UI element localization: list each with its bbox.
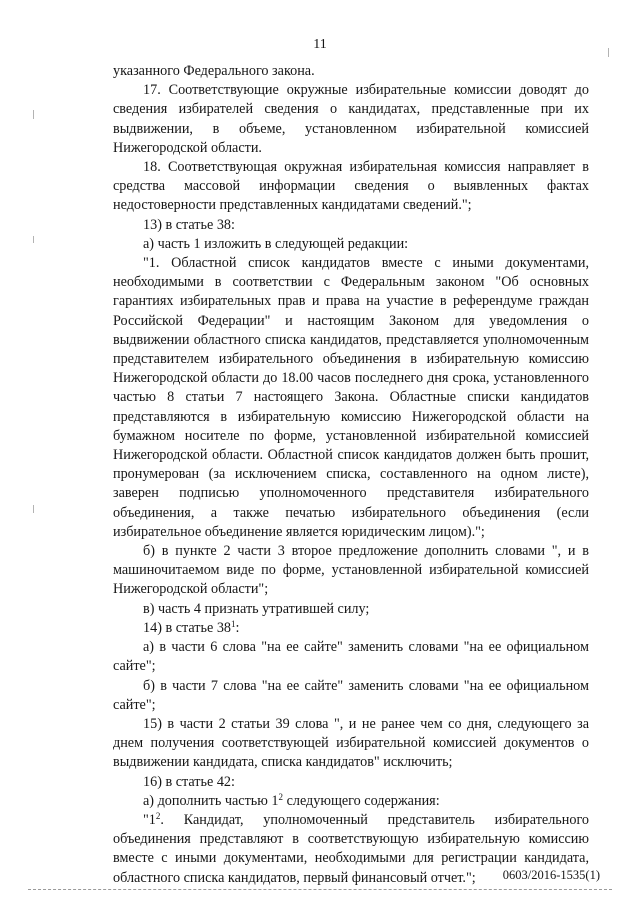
paragraph: [113, 81, 589, 158]
paragraph-text: 15) в части 2 статьи 39 слова ", и не ранее чем со дня, следующего за днем получения соответствующей избирательной комиссией документов о выдвижении кандидата, списка кандидатов" исключить;: [113, 715, 589, 771]
paragraph-text-continued: . Кандидат, уполномоченный представитель избирательного объединения представляют в соответствующую избирательную комиссию вместе с иными документами, необходимыми для регистрации кандидата, областного списка кандидатов, первый финансовый отчет.";: [113, 811, 589, 886]
paragraph: [113, 600, 589, 619]
paragraph: [113, 638, 589, 676]
paragraph: [113, 677, 589, 715]
superscript-index: 2: [278, 791, 284, 802]
paragraph: [113, 715, 589, 773]
paragraph-text: 14) в статье 38: [143, 619, 232, 636]
paragraph: [113, 792, 589, 811]
document-code: 0603/2016-1535(1): [502, 868, 600, 882]
paragraph: [113, 254, 589, 542]
paragraph-text: а) дополнить частью 1: [143, 792, 279, 809]
paragraph-text: 16) в статье 42:: [143, 773, 235, 790]
paragraph-text: "1: [143, 811, 156, 828]
scan-edge-mark: [33, 236, 34, 243]
document-body: [113, 62, 589, 888]
paragraph-text: 13) в статье 38:: [143, 216, 235, 233]
paragraph: [113, 542, 589, 600]
paragraph: [113, 216, 589, 235]
superscript-index: 2: [155, 810, 161, 821]
superscript-index: 1: [231, 618, 236, 629]
paragraph-text: 18. Соответствующая окружная избирательная комиссия направляет в средства массовой информации сведения о выявленных фактах недостоверности представленных кандидатами сведений.";: [113, 159, 589, 214]
page-number: 11: [313, 37, 327, 52]
paragraph-text: 17. Соответствующие окружные избирательные комиссии доводят до сведения избирателей сведения о кандидатах, представленные при их выдвижении, в объеме, установленном избирательной комиссией Нижегородской области.: [113, 82, 589, 156]
scan-edge-mark: [608, 48, 609, 57]
paragraph-text-continued: :: [235, 619, 240, 636]
scan-bottom-rule: [28, 889, 612, 890]
scan-edge-mark: [33, 110, 34, 119]
paragraph-text: б) в части 7 слова "на ее сайте" заменить словами "на ее официальном сайте";: [113, 677, 589, 713]
paragraph: [113, 158, 589, 216]
scan-edge-mark: [33, 505, 34, 513]
paragraph-text: в) часть 4 признать утратившей силу;: [143, 600, 370, 617]
paragraph: [113, 619, 589, 638]
paragraph-text-continued: следующего содержания:: [283, 792, 440, 809]
paragraph-text: б) в пункте 2 части 3 второе предложение дополнить словами ", и в машиночитаемом виде по форме, установленной избирательной комиссией Нижегородской области";: [113, 543, 589, 598]
paragraph: [113, 62, 589, 81]
paragraph: [113, 773, 589, 792]
paragraph: [113, 235, 589, 254]
paragraph-text: указанного Федерального закона.: [113, 63, 315, 79]
paragraph-text: а) в части 6 слова "на ее сайте" заменить словами "на ее официальном сайте";: [113, 639, 589, 675]
paragraph-text: "1. Областной список кандидатов вместе с иными документами, необходимыми в соответствии с Федеральным законом "Об основных гарантиях избирательных прав и права на участие в референдуме граждан Российской Федерации" и настоящим Законом для уведомления о выдвижении областного списка кандидатов, представляется уполномоченным представителем избирательного объединения в избирательную комиссию Нижегородской области до 18.00 часов последнего дня срока, установленного частью 8 статьи 7 настоящего Закона. Областные списки кандидатов представляются в избирательную комиссию Нижегородской области на бумажном носителе по форме, установленной избирательной комиссией Нижегородской области. Областной список кандидатов должен быть прошит, пронумерован (за исключением списка, составленного на одном листе), заверен подписью уполномоченного представителя избирательного объединения, а также печатью избирательного объединения (если избирательное объединение является юридическим лицом).";: [113, 255, 589, 540]
paragraph-text: а) часть 1 изложить в следующей редакции:: [143, 235, 409, 252]
